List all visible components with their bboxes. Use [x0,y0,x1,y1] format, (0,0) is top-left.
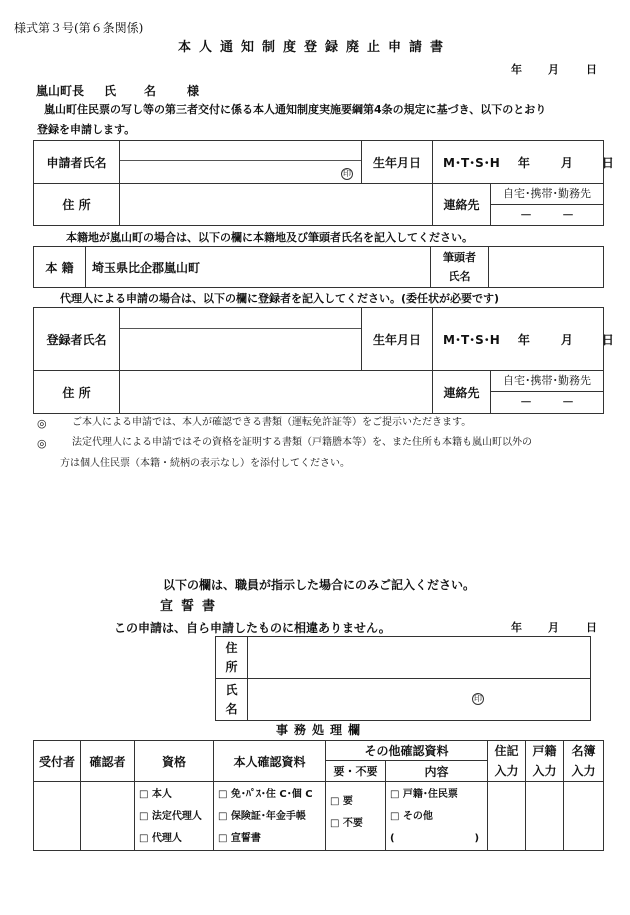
addressee-mei: 名 [144,84,157,98]
honseki-table [33,246,604,288]
registrant-birth-label: 生年月日 [362,308,433,371]
oath-name-label: 氏 名 [216,679,248,721]
need-options[interactable]: □ 要 □ 不要 [326,782,386,851]
header-other-docs: その他確認資料 [326,741,488,761]
oath-statement: この申請は、自ら申請したものに相違ありません。 [114,621,391,635]
form-title: 本人通知制度登録廃止申請書 [178,40,452,55]
applicant-table [33,140,614,226]
applicant-address-label: 住 所 [34,184,120,226]
form-number: 様式第３号(第６条関係) [14,21,144,35]
contact-label: 連絡先 [433,184,491,226]
note2-line1: 法定代理人による申請ではその資格を証明する書類（戸籍謄本等）を、また住所も本籍も嵐山町以外の [72,437,532,448]
town-head: 嵐山町長 [36,84,85,98]
birth-field[interactable]: M･T･S･H 年 月 日 [433,141,604,184]
header-juki: 住記 [488,741,526,761]
registrant-contact-field[interactable]: 自宅･携帯･勤務先 － － [491,371,604,414]
head-of-family-field[interactable] [489,247,604,288]
addressee-shi: 氏 [104,84,117,98]
oath-address-field[interactable] [248,637,591,679]
intro-line1: 嵐山町住民票の写し等の第三者交付に係る本人通知制度実施要綱第4条の規定に基づき、以下のとおり [44,103,547,116]
honseki-label: 本 籍 [34,247,86,288]
input-juki: 入力 [488,761,526,782]
note2-line2: 方は個人住民票（本籍・続柄の表示なし）を添付してください。 [60,458,350,469]
date-month: 月 [548,63,559,76]
agent-note: 代理人による申請の場合は、以下の欄に登録者を記入してください。(委任状が必要です) [60,292,500,305]
intro-line2: 登録を申請します。 [37,123,136,136]
applicant-address-field[interactable] [120,184,433,226]
registrant-contact-label: 連絡先 [433,371,491,414]
registrant-address-field[interactable] [120,371,433,414]
oath-date-month: 月 [548,621,559,634]
date-year: 年 [511,63,522,76]
registrant-address-label: 住 所 [34,371,120,414]
oath-address-label: 住 所 [216,637,248,679]
oath-title: 宣誓書 [160,599,224,614]
birth-label: 生年月日 [362,141,433,184]
header-checker: 確認者 [81,741,135,782]
applicant-name-field[interactable] [120,141,362,184]
contact-field[interactable]: 自宅･携帯･勤務先 － － [491,184,604,226]
header-receiver: 受付者 [34,741,81,782]
oath-name-field[interactable] [248,679,591,721]
header-need: 要・不要 [326,761,386,782]
meibo-cell[interactable] [564,782,604,851]
office-title: 事務処理欄 [276,723,367,737]
oath-instruction: 以下の欄は、職員が指示した場合にのみご記入ください。 [163,578,476,592]
registrant-table [33,307,614,414]
checker-cell[interactable] [81,782,135,851]
receiver-cell[interactable] [34,782,81,851]
seal-icon: 印 [343,169,351,178]
date-day: 日 [586,63,597,76]
koseki-cell[interactable] [526,782,564,851]
applicant-name-label: 申請者氏名 [34,141,120,184]
office-table [33,740,604,851]
oath-date-day: 日 [586,621,597,634]
registrant-name-field[interactable] [120,308,362,371]
header-koseki: 戸籍 [526,741,564,761]
note1-mark: ◎ [37,417,47,430]
content-options[interactable]: □ 戸籍･住民票 □ その他 ( ) [386,782,488,851]
honseki-value[interactable]: 埼玉県比企郡嵐山町 [86,247,431,288]
honseki-note: 本籍地が嵐山町の場合は、以下の欄に本籍地及び筆頭者氏名を記入してください。 [66,231,473,244]
oath-date-year: 年 [511,621,522,634]
header-content: 内容 [386,761,488,782]
note1: ご本人による申請では、本人が確認できる書類（運転免許証等）をご提示いただきます。 [72,417,472,428]
juki-cell[interactable] [488,782,526,851]
header-qualification: 資格 [135,741,214,782]
oath-table [215,636,591,721]
registrant-name-label: 登録者氏名 [34,308,120,371]
input-meibo: 入力 [564,761,604,782]
head-of-family-label: 筆頭者 氏名 [431,247,489,288]
oath-seal-icon: 印 [474,694,482,703]
id-doc-options[interactable]: □ 免･ﾊﾟｽ･住 C･個 C □ 保険証･年金手帳 □ 宣誓書 [214,782,326,851]
header-id-docs: 本人確認資料 [214,741,326,782]
input-koseki: 入力 [526,761,564,782]
addressee-sama: 様 [187,84,200,98]
note2-mark: ◎ [37,437,47,450]
header-meibo: 名簿 [564,741,604,761]
qualification-options[interactable]: □ 本人 □ 法定代理人 □ 代理人 [135,782,214,851]
registrant-birth-field[interactable]: M･T･S･H 年 月 日 [433,308,604,371]
